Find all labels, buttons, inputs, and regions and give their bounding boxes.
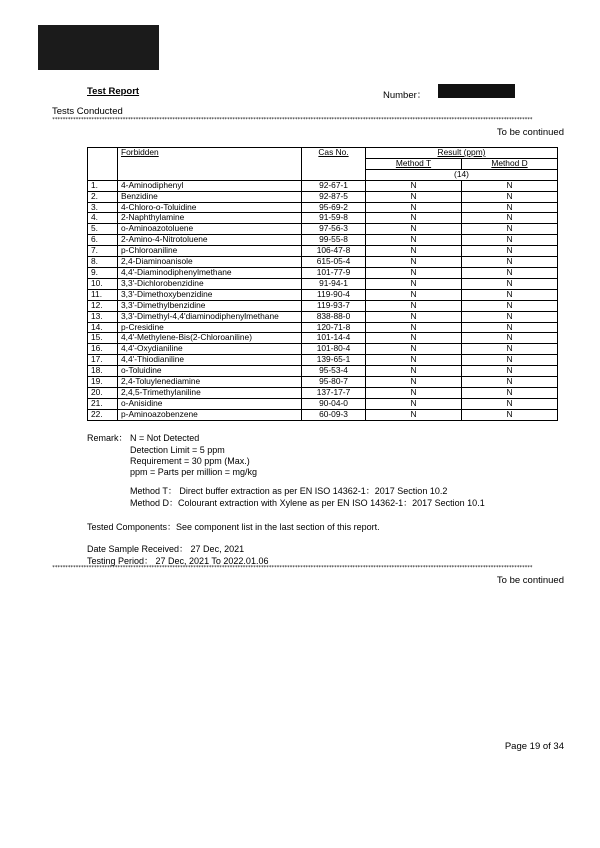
method-t-result: N [366, 289, 462, 300]
row-number: 9. [88, 267, 118, 278]
cas-number: 97-56-3 [302, 224, 366, 235]
cas-number: 92-67-1 [302, 180, 366, 191]
cas-number: 90-04-0 [302, 398, 366, 409]
row-number: 1. [88, 180, 118, 191]
row-number: 2. [88, 191, 118, 202]
remark-details [130, 445, 257, 478]
method-t-result: N [366, 257, 462, 268]
row-number: 8. [88, 257, 118, 268]
method-t-result: N [366, 278, 462, 289]
method-d-description: Method D：Colourant extraction with Xylene as per EN ISO 14362-1：2017 Section 10.1 [130, 497, 485, 508]
method-d-result: N [462, 355, 558, 366]
dates [87, 543, 268, 567]
row-number: 13. [88, 311, 118, 322]
star-divider-top: **************************************************************************************************************************************************************************************** [52, 117, 533, 123]
table-row [88, 377, 558, 388]
table-row [88, 202, 558, 213]
cas-number: 95-80-7 [302, 377, 366, 388]
header-method-d: Method D [462, 158, 558, 169]
cas-number: 101-80-4 [302, 344, 366, 355]
method-t-result: N [366, 180, 462, 191]
row-number: 22. [88, 409, 118, 420]
table-row [88, 257, 558, 268]
table-row [88, 246, 558, 257]
substance-name: 4,4'-Methylene-Bis(2-Chloroaniline) [118, 333, 302, 344]
substance-name: 3,3'-Dimethylbenzidine [118, 300, 302, 311]
cas-number: 119-93-7 [302, 300, 366, 311]
method-t-result: N [366, 409, 462, 420]
ppm-definition: ppm = Parts per million = mg/kg [130, 467, 258, 477]
row-number: 14. [88, 322, 118, 333]
cas-number: 99-55-8 [302, 235, 366, 246]
table-row [88, 191, 558, 202]
cas-number: 137-17-7 [302, 387, 366, 398]
to-be-continued-bottom: To be continued [496, 575, 564, 586]
method-descriptions [130, 486, 485, 509]
method-t-result: N [366, 366, 462, 377]
header-result: Result (ppm) [366, 148, 558, 159]
row-number: 7. [88, 246, 118, 257]
detection-limit: Detection Limit = 5 ppm [130, 445, 225, 455]
star-divider-bottom: **************************************************************************************************************************************************************************************** [52, 565, 533, 571]
redacted-report-number [438, 84, 515, 98]
substance-name: 4-Chloro-o-Toluidine [118, 202, 302, 213]
report-number-label: Number： [383, 90, 427, 101]
table-row [88, 398, 558, 409]
requirement: Requirement = 30 ppm (Max.) [130, 456, 250, 466]
tests-conducted-heading: Tests Conducted [52, 106, 123, 117]
row-number: 4. [88, 213, 118, 224]
row-number: 17. [88, 355, 118, 366]
cas-number: 615-05-4 [302, 257, 366, 268]
redacted-logo [38, 25, 159, 70]
cas-number: 838-88-0 [302, 311, 366, 322]
testing-period: Testing Period： 27 Dec, 2021 To 2022.01.06 [87, 556, 269, 566]
table-row [88, 267, 558, 278]
method-t-result: N [366, 387, 462, 398]
table-row [88, 289, 558, 300]
substance-name: p-Aminoazobenzene [118, 409, 302, 420]
table-row [88, 235, 558, 246]
method-d-result: N [462, 311, 558, 322]
method-t-result: N [366, 355, 462, 366]
remark-not-detected: N = Not Detected [130, 433, 200, 443]
row-number: 10. [88, 278, 118, 289]
table-row [88, 180, 558, 191]
substance-name: 2-Naphthylamine [118, 213, 302, 224]
method-d-result: N [462, 300, 558, 311]
substance-name: 3,3'-Dimethoxybenzidine [118, 289, 302, 300]
cas-number: 95-53-4 [302, 366, 366, 377]
substance-name: 2,4-Diaminoanisole [118, 257, 302, 268]
substance-name: 2-Amino-4-Nitrotoluene [118, 235, 302, 246]
tested-components: Tested Components：See component list in the last section of this report. [87, 522, 380, 532]
row-number: 16. [88, 344, 118, 355]
header-cas: Cas No. [302, 148, 366, 181]
method-d-result: N [462, 202, 558, 213]
cas-number: 91-94-1 [302, 278, 366, 289]
substance-name: Benzidine [118, 191, 302, 202]
method-d-result: N [462, 322, 558, 333]
substance-name: 4-Aminodiphenyl [118, 180, 302, 191]
report-title: Test Report [87, 86, 140, 97]
method-t-result: N [366, 300, 462, 311]
row-number: 5. [88, 224, 118, 235]
method-d-result: N [462, 235, 558, 246]
header-no-cell [88, 148, 118, 181]
method-t-result: N [366, 344, 462, 355]
cas-number: 92-87-5 [302, 191, 366, 202]
method-d-result: N [462, 224, 558, 235]
table-row [88, 355, 558, 366]
row-number: 19. [88, 377, 118, 388]
page-number: Page 19 of 34 [504, 741, 564, 752]
date-sample-received: Date Sample Received： 27 Dec, 2021 [87, 544, 245, 554]
substance-name: o-Aminoazotoluene [118, 224, 302, 235]
substance-name: 4,4'-Oxydianiline [118, 344, 302, 355]
row-number: 15. [88, 333, 118, 344]
row-number: 20. [88, 387, 118, 398]
method-t-description: Method T： Direct buffer extraction as per EN ISO 14362-1：2017 Section 10.2 [130, 486, 448, 496]
row-number: 12. [88, 300, 118, 311]
table-row [88, 300, 558, 311]
method-d-result: N [462, 246, 558, 257]
header-forbidden: Forbidden [118, 148, 302, 181]
substance-name: p-Cresidine [118, 322, 302, 333]
substance-name: o-Toluidine [118, 366, 302, 377]
cas-number: 139-65-1 [302, 355, 366, 366]
cas-number: 119-90-4 [302, 289, 366, 300]
substance-name: p-Chloroaniline [118, 246, 302, 257]
cas-number: 60-09-3 [302, 409, 366, 420]
cas-number: 120-71-8 [302, 322, 366, 333]
row-number: 3. [88, 202, 118, 213]
method-d-result: N [462, 377, 558, 388]
remark-label: Remark： [87, 433, 128, 443]
header-sample-id: (14) [366, 169, 558, 180]
method-d-result: N [462, 267, 558, 278]
method-t-result: N [366, 377, 462, 388]
method-t-result: N [366, 213, 462, 224]
row-number: 21. [88, 398, 118, 409]
cas-number: 101-77-9 [302, 267, 366, 278]
method-d-result: N [462, 289, 558, 300]
method-t-result: N [366, 333, 462, 344]
header-method-t: Method T [366, 158, 462, 169]
row-number: 6. [88, 235, 118, 246]
method-t-result: N [366, 235, 462, 246]
method-t-result: N [366, 267, 462, 278]
substance-name: 3,3'-Dichlorobenzidine [118, 278, 302, 289]
method-d-result: N [462, 180, 558, 191]
substance-name: 3,3'-Dimethyl-4,4'diaminodiphenylmethane [118, 311, 302, 322]
cas-number: 106-47-8 [302, 246, 366, 257]
method-t-result: N [366, 322, 462, 333]
cas-number: 101-14-4 [302, 333, 366, 344]
substance-name: o-Anisidine [118, 398, 302, 409]
method-d-result: N [462, 333, 558, 344]
method-d-result: N [462, 213, 558, 224]
method-d-result: N [462, 278, 558, 289]
method-d-result: N [462, 398, 558, 409]
substance-name: 2,4,5-Trimethylaniline [118, 387, 302, 398]
table-row [88, 409, 558, 420]
method-d-result: N [462, 366, 558, 377]
table-row [88, 344, 558, 355]
table-row [88, 311, 558, 322]
table-row [88, 278, 558, 289]
table-row [88, 387, 558, 398]
method-t-result: N [366, 246, 462, 257]
method-d-result: N [462, 409, 558, 420]
method-t-result: N [366, 224, 462, 235]
method-d-result: N [462, 191, 558, 202]
cas-number: 95-69-2 [302, 202, 366, 213]
table-row [88, 366, 558, 377]
method-d-result: N [462, 257, 558, 268]
row-number: 18. [88, 366, 118, 377]
method-d-result: N [462, 344, 558, 355]
substance-name: 2,4-Toluylenediamine [118, 377, 302, 388]
results-table [87, 147, 558, 421]
table-row [88, 213, 558, 224]
method-t-result: N [366, 202, 462, 213]
method-t-result: N [366, 191, 462, 202]
table-row [88, 322, 558, 333]
method-t-result: N [366, 311, 462, 322]
substance-name: 4,4'-Thiodianiline [118, 355, 302, 366]
table-row [88, 224, 558, 235]
method-d-result: N [462, 387, 558, 398]
method-t-result: N [366, 398, 462, 409]
table-row [88, 333, 558, 344]
cas-number: 91-59-8 [302, 213, 366, 224]
row-number: 11. [88, 289, 118, 300]
substance-name: 4,4'-Diaminodiphenylmethane [118, 267, 302, 278]
to-be-continued-top: To be continued [496, 127, 564, 138]
